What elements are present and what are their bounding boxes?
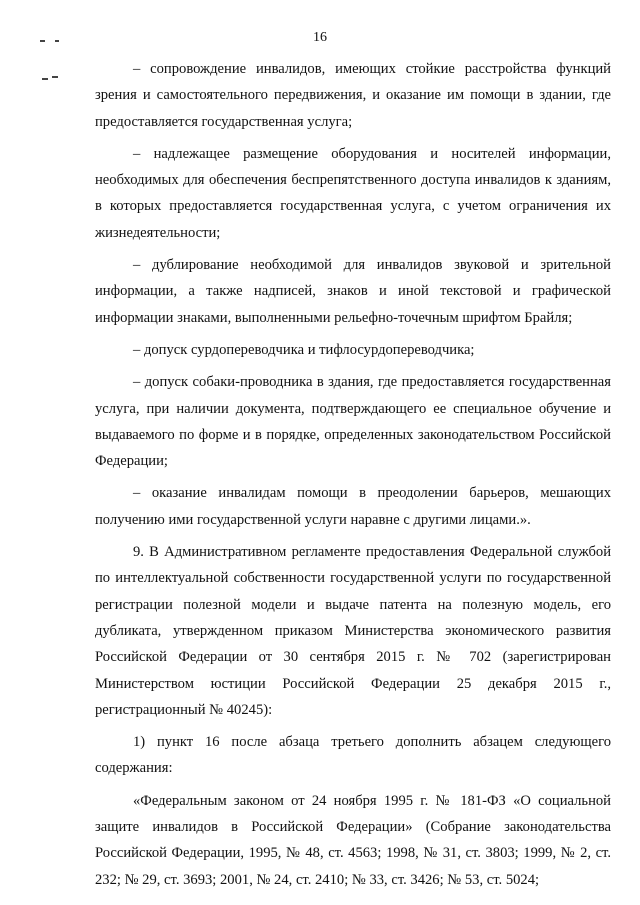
scan-mark [52,76,58,78]
scan-mark [42,78,48,80]
paragraph: – сопровождение инвалидов, имеющих стойкие расстройства функций зрения и самостоятельного передвижения, и оказание им помощи в здании, где предоставляется государственная услуга; [95,61,611,130]
paragraph: – дублирование необходимой для инвалидов звуковой и зрительной информации, а также надписей, знаков и иной текстовой и графической информации знаками, выполненными рельефно-точечным шрифтом Брайля; [95,257,611,326]
paragraph: 1) пункт 16 после абзаца третьего дополнить абзацем следующего содержания: [95,734,611,777]
paragraph: – надлежащее размещение оборудования и носителей информации, необходимых для обеспечения беспрепятственного доступа инвалидов к зданиям, в которых предоставляется государственная услуга, с учетом ограничения их жизнедеятельности; [95,145,611,241]
paragraph: – допуск собаки-проводника в здания, где предоставляется государственная услуга, при наличии документа, подтверждающего ее специальное обучение и выдаваемого по форме и в порядке, определенных законодательством Российской Федерации; [95,374,611,470]
paragraph: – допуск сурдопереводчика и тифлосурдопереводчика; [133,341,475,358]
paragraph: 9. В Административном регламенте предоставления Федеральной службой по интеллектуальной собственности государственной услуги по государственной регистрации полезной модели и выдаче патента на полезную модель, его дубликата, утвержденном приказом Министерства экономического развития Российской Федерации от 30 сентября 2015 г. № 702 (зарегистрирован Министерством юстиции Российской Федерации 25 декабря 2015 г., регистрационный № 40245): [95,544,611,718]
paragraph: – оказание инвалидам помощи в преодолении барьеров, мешающих получению ими государственной услуги наравне с другими лицами.». [95,485,611,528]
page-number: 16 [313,30,327,45]
document-body [95,56,611,893]
paragraph: «Федеральным законом от 24 ноября 1995 г. № 181-ФЗ «О социальной защите инвалидов в Российской Федерации» (Собрание законодательства Российской Федерации, 1995, № 48, ст. 4563; 1998, № 31, ст. 3803; 1999, № 2, ст. 232; № 29, ст. 3693; 2001, № 24, ст. 2410; № 33, ст. 3426; № 53, ст. 5024; [95,792,611,888]
